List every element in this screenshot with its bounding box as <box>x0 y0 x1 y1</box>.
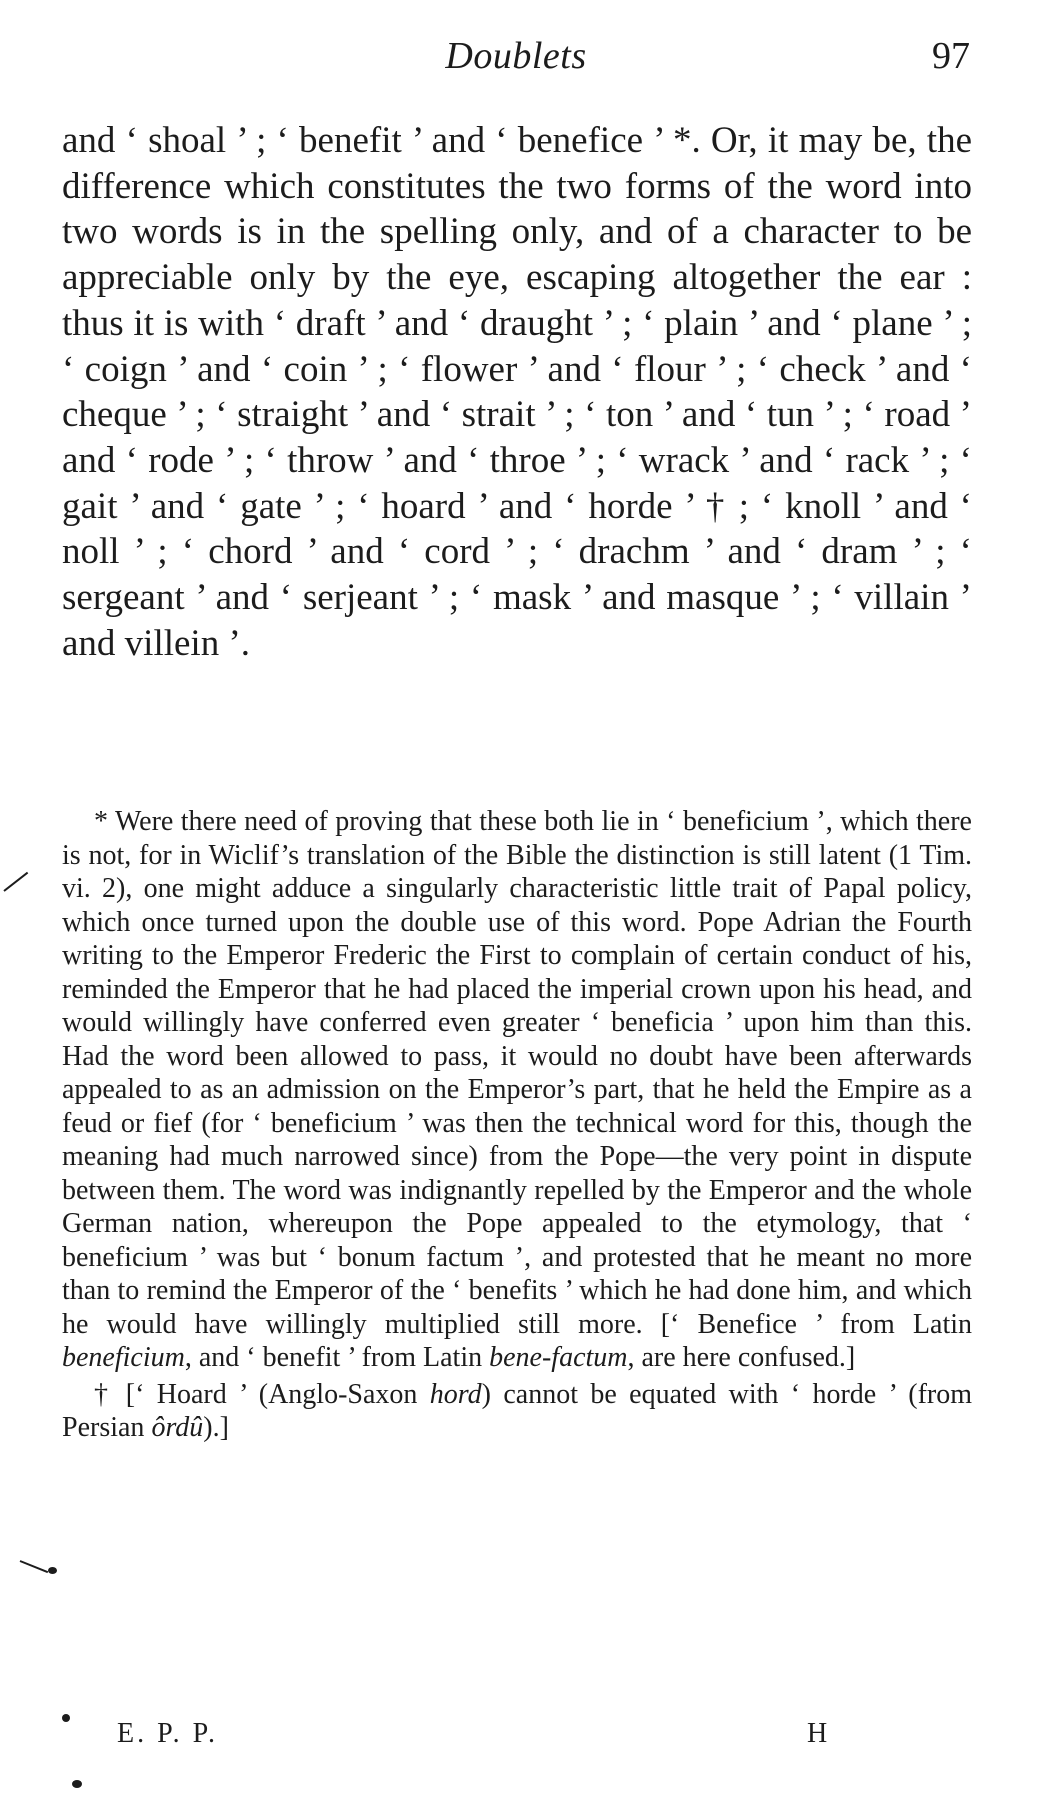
footnote-text: † [‘ Hoard ’ (Anglo-Saxon <box>94 1378 430 1410</box>
margin-pen-mark <box>20 1560 49 1573</box>
footnote-text: ) cannot be equated with ‘ horde ’ (from Persian <box>62 1378 972 1443</box>
running-head <box>62 34 970 84</box>
footnote-latin-term: bene-factum <box>489 1342 628 1373</box>
signature-line <box>62 1718 972 1754</box>
footnote-text: ).] <box>203 1412 229 1443</box>
ink-blot <box>48 1567 57 1574</box>
footnote-hoard <box>62 1378 972 1445</box>
running-title: Doublets <box>445 35 587 77</box>
footnote-text: , are here confused.] <box>627 1342 856 1373</box>
ink-blot <box>62 1714 70 1722</box>
footnote-text: * Were there need of proving that these both lie in ‘ beneficium ’, which there is not, for in Wiclif’s translation of the Bible the distinction is still latent (1 Tim. vi. 2), one might adduce a singularly characteristic little trait of Papal policy, which once turned upon the double use of this word. Pope Adrian the Fourth writing to the Emperor Frederic the First to complain of certain conduct of his, reminded the Emperor that he had placed the imperial crown upon his head, and would willingly have conferred even greater ‘ beneficia ’ upon him than this. Had the word been allowed to pass, it would no doubt have been afterwards appealed to as an admission on the Emperor’s part, that he held the Empire as a feud or fief (for ‘ beneficium ’ was then the technical word for this, though the meaning had much narrowed since) from the Pope—the very point in dispute between them. The word was indignantly repelled by the Emperor and the whole German nation, whereupon the Pope appealed to the etymology, that ‘ beneficium ’ was but ‘ bonum factum ’, and protested that he meant no more than to remind the Emperor of the ‘ benefits ’ which he had done him, and which he would have willingly multiplied still more. [‘ Benefice ’ from Latin <box>62 806 972 1340</box>
footnotes <box>62 805 972 1445</box>
footnote-text: , and ‘ benefit ’ from Latin <box>184 1342 490 1373</box>
printer-signature: E. P. P. <box>117 1718 219 1749</box>
footnote-term: ôrdû <box>151 1412 204 1443</box>
ink-blot <box>72 1780 82 1788</box>
footnote-beneficium <box>62 805 972 1375</box>
gathering-letter: H <box>807 1718 828 1749</box>
footnote-latin-term: beneficium <box>62 1342 185 1373</box>
footnote-term: hord <box>429 1378 482 1410</box>
body-paragraph: and ‘ shoal ’ ; ‘ benefit ’ and ‘ benefice ’ *. Or, it may be, the difference which constitutes the two forms of the word into two words is in the spelling only, and of a character to be appreciable only by the eye, escaping altogether the ear : thus it is with ‘ draft ’ and ‘ draught ’ ; ‘ plain ’ and ‘ plane ’ ; ‘ coign ’ and ‘ coin ’ ; ‘ flower ’ and ‘ flour ’ ; ‘ check ’ and ‘ cheque ’ ; ‘ straight ’ and ‘ strait ’ ; ‘ ton ’ and ‘ tun ’ ; ‘ road ’ and ‘ rode ’ ; ‘ throw ’ and ‘ throe ’ ; ‘ wrack ’ and ‘ rack ’ ; ‘ gait ’ and ‘ gate ’ ; ‘ hoard ’ and ‘ horde ’ † ; ‘ knoll ’ and ‘ noll ’ ; ‘ chord ’ and ‘ cord ’ ; ‘ drachm ’ and ‘ dram ’ ; ‘ sergeant ’ and ‘ serjeant ’ ; ‘ mask ’ and masque ’ ; ‘ villain ’ and villein ’. <box>62 120 972 664</box>
margin-pen-mark <box>3 872 28 892</box>
page-number: 97 <box>932 35 970 77</box>
